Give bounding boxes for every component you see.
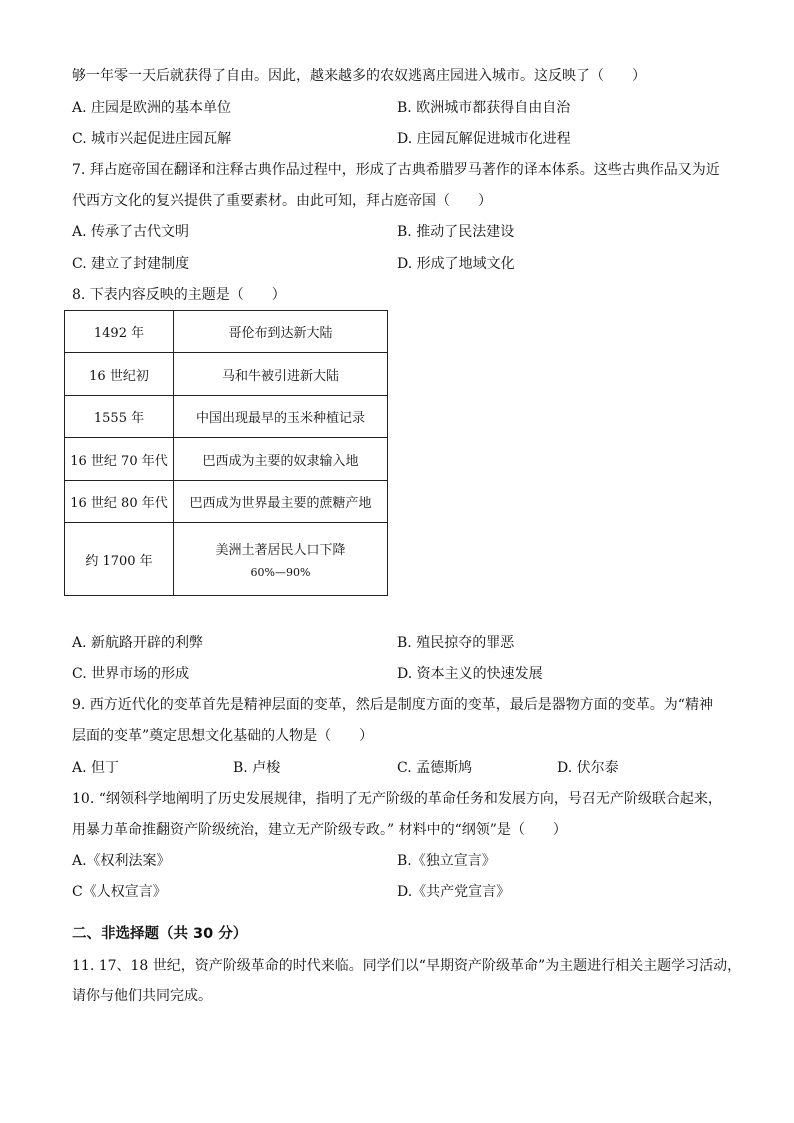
- table-cell-time: 16 世纪初: [65, 353, 174, 396]
- table-cell-event: [174, 523, 388, 596]
- table-cell-event: 巴西成为世界最主要的蔗糖产地: [174, 481, 388, 523]
- section-heading: 二、非选择题（共 30 分）: [72, 926, 248, 942]
- table-cell-time: 约 1700 年: [65, 523, 174, 596]
- q6-option-b: B. 欧洲城市都获得自由自治: [397, 100, 571, 116]
- q10-stem-line1: 10. “纲领科学地阐明了历史发展规律，指明了无产阶级的革命任务和发展方向，号召无产阶级联合起来，: [72, 791, 722, 807]
- table-cell-event: 马和牛被引进新大陆: [174, 353, 388, 396]
- q6-option-c: C. 城市兴起促进庄园瓦解: [72, 131, 232, 147]
- table-cell-event: 中国出现最早的玉米种植记录: [174, 396, 388, 438]
- q10-option-b: B.《独立宣言》: [397, 853, 496, 869]
- table-cell-event: 哥伦布到达新大陆: [174, 311, 388, 353]
- table-row: [65, 481, 388, 523]
- table-cell-time: 1492 年: [65, 311, 174, 353]
- q8-option-a: A. 新航路开辟的利弊: [72, 635, 204, 651]
- q10-stem-line2: 用暴力革命推翻资产阶级统治，建立无产阶级专政。” 材料中的“纲领”是（ ）: [72, 822, 567, 838]
- q8-option-b: B. 殖民掠夺的罪恶: [397, 635, 515, 651]
- q6-option-d: D. 庄园瓦解促进城市化进程: [397, 131, 571, 147]
- table-cell-event-percent: 60%—90%: [250, 566, 311, 579]
- q8-option-c: C. 世界市场的形成: [72, 666, 190, 682]
- q10-option-d: D.《共产党宣言》: [397, 884, 511, 900]
- table-row: [65, 438, 388, 481]
- q9-option-b: B. 卢梭: [233, 760, 281, 776]
- table-cell-time: 1555 年: [65, 396, 174, 438]
- q7-option-a: A. 传承了古代文明: [72, 224, 190, 240]
- q6-option-a: A. 庄园是欧洲的基本单位: [72, 100, 232, 116]
- q7-stem-line1: 7. 拜占庭帝国在翻译和注释古典作品过程中，形成了古典希腊罗马著作的译本体系。这些古典作品又为近: [72, 162, 720, 178]
- table-cell-time: 16 世纪 80 年代: [65, 481, 174, 523]
- q9-option-c: C. 孟德斯鸠: [397, 760, 473, 776]
- q9-option-d: D. 伏尔泰: [557, 760, 619, 776]
- table-cell-event-text: 美洲土著居民人口下降: [215, 543, 346, 558]
- q8-option-d: D. 资本主义的快速发展: [397, 666, 543, 682]
- table-row: [65, 311, 388, 353]
- q7-option-b: B. 推动了民法建设: [397, 224, 515, 240]
- q11-stem-line1: 11. 17、18 世纪，资产阶级革命的时代来临。同学们以“早期资产阶级革命”为主题进行相关主题学习活动，: [72, 958, 742, 974]
- q10-option-c: C《人权宣言》: [72, 884, 167, 900]
- table-row: [65, 523, 388, 596]
- q8-stem: 8. 下表内容反映的主题是（ ）: [72, 287, 286, 303]
- q9-stem-line2: 层面的变革”奠定思想文化基础的人物是（ ）: [72, 728, 374, 744]
- q10-option-a: A.《权利法案》: [72, 853, 171, 869]
- q7-option-c: C. 建立了封建制度: [72, 256, 190, 272]
- table-row: [65, 353, 388, 396]
- q6-stem-tail: 够一年零一天后就获得了自由。因此，越来越多的农奴逃离庄园进入城市。这反映了（ ）: [72, 68, 646, 84]
- table-cell-event: 巴西成为主要的奴隶输入地: [174, 438, 388, 481]
- q7-stem-line2: 代西方文化的复兴提供了重要素材。由此可知，拜占庭帝国（ ）: [72, 193, 492, 209]
- q7-option-d: D. 形成了地域文化: [397, 256, 515, 272]
- q9-stem-line1: 9. 西方近代化的变革首先是精神层面的变革，然后是制度方面的变革，最后是器物方面的变革。为“精神: [72, 697, 713, 713]
- q9-option-a: A. 但丁: [72, 760, 120, 776]
- q8-table: [64, 310, 388, 596]
- table-cell-time: 16 世纪 70 年代: [65, 438, 174, 481]
- q11-stem-line2: 请你与他们共同完成。: [72, 988, 212, 1004]
- table-row: [65, 396, 388, 438]
